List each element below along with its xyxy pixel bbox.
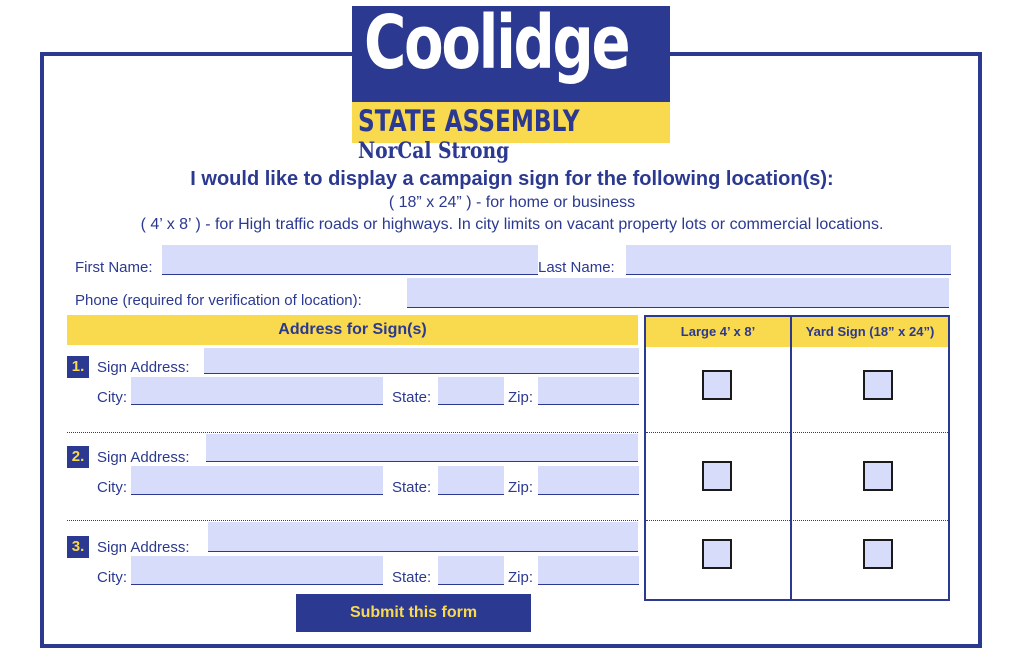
sign-address-field-1[interactable] [204,348,639,374]
first-name-field[interactable] [162,245,538,275]
yard-sign-checkbox-3[interactable] [863,539,893,569]
state-field-2[interactable] [438,466,504,495]
logo-office: STATE ASSEMBLY [358,104,580,138]
city-field-2[interactable] [131,466,383,495]
sign-address-label-2: Sign Address: [97,449,190,466]
zip-label-3: Zip: [508,569,534,586]
yard-sign-checkbox-2[interactable] [863,461,893,491]
sign-address-field-3[interactable] [208,522,638,552]
state-label-2: State: [392,479,432,496]
entry-divider [67,432,638,433]
large-sign-checkbox-3[interactable] [702,539,732,569]
size-column-divider [790,315,792,601]
address-section-header: Address for Sign(s) [67,315,638,345]
large-sign-note: ( 4’ x 8’ ) - for High traffic roads or highways. In city limits on vacant property lots or commercial locations. [140,216,884,233]
zip-label-1: Zip: [508,389,534,406]
sign-size-table [644,315,950,601]
city-field-3[interactable] [131,556,383,585]
form-headline: I would like to display a campaign sign for the following location(s): [190,168,834,190]
size-row-divider [646,520,948,521]
logo-candidate-name: Coolidge [364,0,629,86]
state-label-3: State: [392,569,432,586]
phone-field[interactable] [407,278,949,308]
yard-sign-column-header: Yard Sign (18” x 24”) [792,317,948,347]
large-sign-column-header: Large 4’ x 8’ [646,317,790,347]
last-name-field[interactable] [626,245,951,275]
yard-sign-checkbox-1[interactable] [863,370,893,400]
city-label-1: City: [97,389,127,406]
zip-field-2[interactable] [538,466,639,495]
city-label-3: City: [97,569,127,586]
large-sign-checkbox-1[interactable] [702,370,732,400]
city-label-2: City: [97,479,127,496]
logo-tagline: NorCal Strong [358,138,510,164]
city-field-1[interactable] [131,377,383,405]
sign-address-label-3: Sign Address: [97,539,190,556]
entry-divider [67,520,638,521]
state-label-1: State: [392,389,432,406]
first-name-label: First Name: [75,259,153,276]
entry-number-2: 2. [67,446,89,468]
submit-button[interactable]: Submit this form [296,594,531,632]
state-field-3[interactable] [438,556,504,585]
size-row-divider [646,432,948,433]
sign-address-label-1: Sign Address: [97,359,190,376]
campaign-logo [352,0,670,138]
entry-number-1: 1. [67,356,89,378]
zip-field-3[interactable] [538,556,639,585]
sign-address-field-2[interactable] [206,434,638,462]
large-sign-checkbox-2[interactable] [702,461,732,491]
zip-label-2: Zip: [508,479,534,496]
state-field-1[interactable] [438,377,504,405]
entry-number-3: 3. [67,536,89,558]
zip-field-1[interactable] [538,377,639,405]
phone-label: Phone (required for verification of location): [75,292,362,309]
last-name-label: Last Name: [538,259,615,276]
yard-sign-note: ( 18” x 24” ) - for home or business [388,194,636,211]
